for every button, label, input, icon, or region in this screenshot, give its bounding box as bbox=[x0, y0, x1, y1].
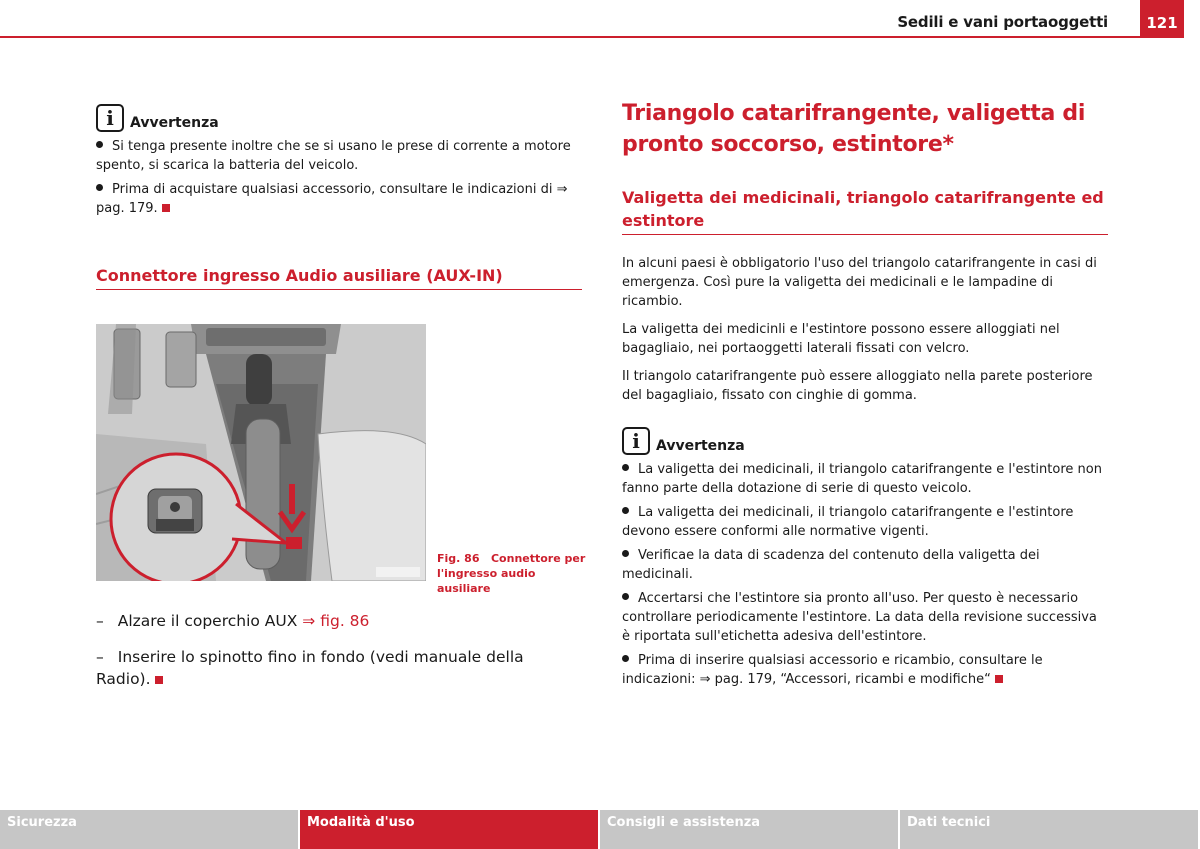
end-mark-icon bbox=[162, 204, 170, 212]
figure-link[interactable]: ⇒ fig. 86 bbox=[302, 612, 370, 630]
bullet-dot-icon bbox=[622, 593, 629, 600]
steps-list bbox=[96, 596, 582, 690]
end-mark-icon bbox=[995, 675, 1003, 683]
step-item: – Inserire lo spinotto fino in fondo (vedi manuale della Radio). bbox=[96, 648, 524, 688]
running-header-title: Sedili e vani portaoggetti bbox=[897, 13, 1108, 31]
info-icon: i bbox=[622, 427, 650, 455]
warning-bullet: Prima di acquistare qualsiasi accessorio, consultare le indicazioni di ⇒ pag. 179. bbox=[96, 182, 568, 216]
footer-nav bbox=[0, 810, 1200, 849]
bullet-dot-icon bbox=[622, 507, 629, 514]
figure-aux-connector bbox=[96, 324, 426, 581]
section-subheading: Valigetta dei medicinali, triangolo catarifrangente ed estintore bbox=[622, 186, 1108, 235]
step-item: – Alzare il coperchio AUX ⇒ fig. 86 bbox=[96, 612, 370, 630]
bullet-dot-icon bbox=[622, 550, 629, 557]
right-column bbox=[622, 98, 1108, 689]
tab-dati-tecnici[interactable]: Dati tecnici bbox=[900, 810, 1198, 849]
paragraph: In alcuni paesi è obbligatorio l'uso del triangolo catarifrangente in casi di emergenza. Così pure la valigetta dei medicinali e le lampadine di ricambio. bbox=[622, 256, 1097, 309]
header-rule bbox=[0, 36, 1140, 38]
bullet-dot-icon bbox=[622, 464, 629, 471]
car-console-illustration bbox=[96, 324, 426, 581]
bullet-dot-icon bbox=[96, 184, 103, 191]
page-title: Triangolo catarifrangente, valigetta di pronto soccorso, estintore* bbox=[622, 101, 1086, 157]
tab-consigli-assistenza[interactable]: Consigli e assistenza bbox=[600, 810, 898, 849]
warning-block bbox=[622, 427, 1108, 689]
section-heading: Connettore ingresso Audio ausiliare (AUX-IN) bbox=[96, 264, 582, 290]
warning-block bbox=[96, 104, 582, 218]
paragraph: Il triangolo catarifrangente può essere alloggiato nella parete posteriore del bagagliaio, fissato con cinghie di gomma. bbox=[622, 369, 1093, 403]
warning-title: Avvertenza bbox=[130, 115, 219, 131]
warning-bullet: Accertarsi che l'estintore sia pronto all'uso. Per questo è necessario controllare periodicamente l'estintore. La data della revisione successiva è riportata sull'etichetta adesiva dell'estintore. bbox=[622, 591, 1097, 644]
left-column bbox=[96, 104, 582, 290]
warning-title: Avvertenza bbox=[656, 438, 745, 454]
warning-bullet: La valigetta dei medicinali, il triangolo catarifrangente e l'estintore non fanno parte della dotazione di serie di questo veicolo. bbox=[622, 462, 1102, 496]
paragraph: La valigetta dei medicinli e l'estintore possono essere alloggiati nel bagagliaio, nei portaoggetti laterali fissati con velcro. bbox=[622, 322, 1060, 356]
warning-bullet: Prima di inserire qualsiasi accessorio e ricambio, consultare le indicazioni: ⇒ pag. 179, “Accessori, ricambi e modifiche“ bbox=[622, 653, 1043, 687]
info-icon: i bbox=[96, 104, 124, 132]
tab-modalita-uso[interactable]: Modalità d'uso bbox=[300, 810, 598, 849]
end-mark-icon bbox=[155, 676, 163, 684]
warning-bullet: Verificae la data di scadenza del contenuto della valigetta dei medicinali. bbox=[622, 548, 1040, 582]
figure-caption: Fig. 86 Connettore per l'ingresso audio ausiliare bbox=[437, 552, 586, 595]
tab-sicurezza[interactable]: Sicurezza bbox=[0, 810, 298, 849]
warning-bullet: La valigetta dei medicinali, il triangolo catarifrangente e l'estintore devono essere conformi alle normative vigenti. bbox=[622, 505, 1074, 539]
bullet-dot-icon bbox=[622, 655, 629, 662]
bullet-dot-icon bbox=[96, 141, 103, 148]
page-number: 121 bbox=[1140, 0, 1184, 38]
warning-bullet: Si tenga presente inoltre che se si usano le prese di corrente a motore spento, si scarica la batteria del veicolo. bbox=[96, 139, 571, 173]
